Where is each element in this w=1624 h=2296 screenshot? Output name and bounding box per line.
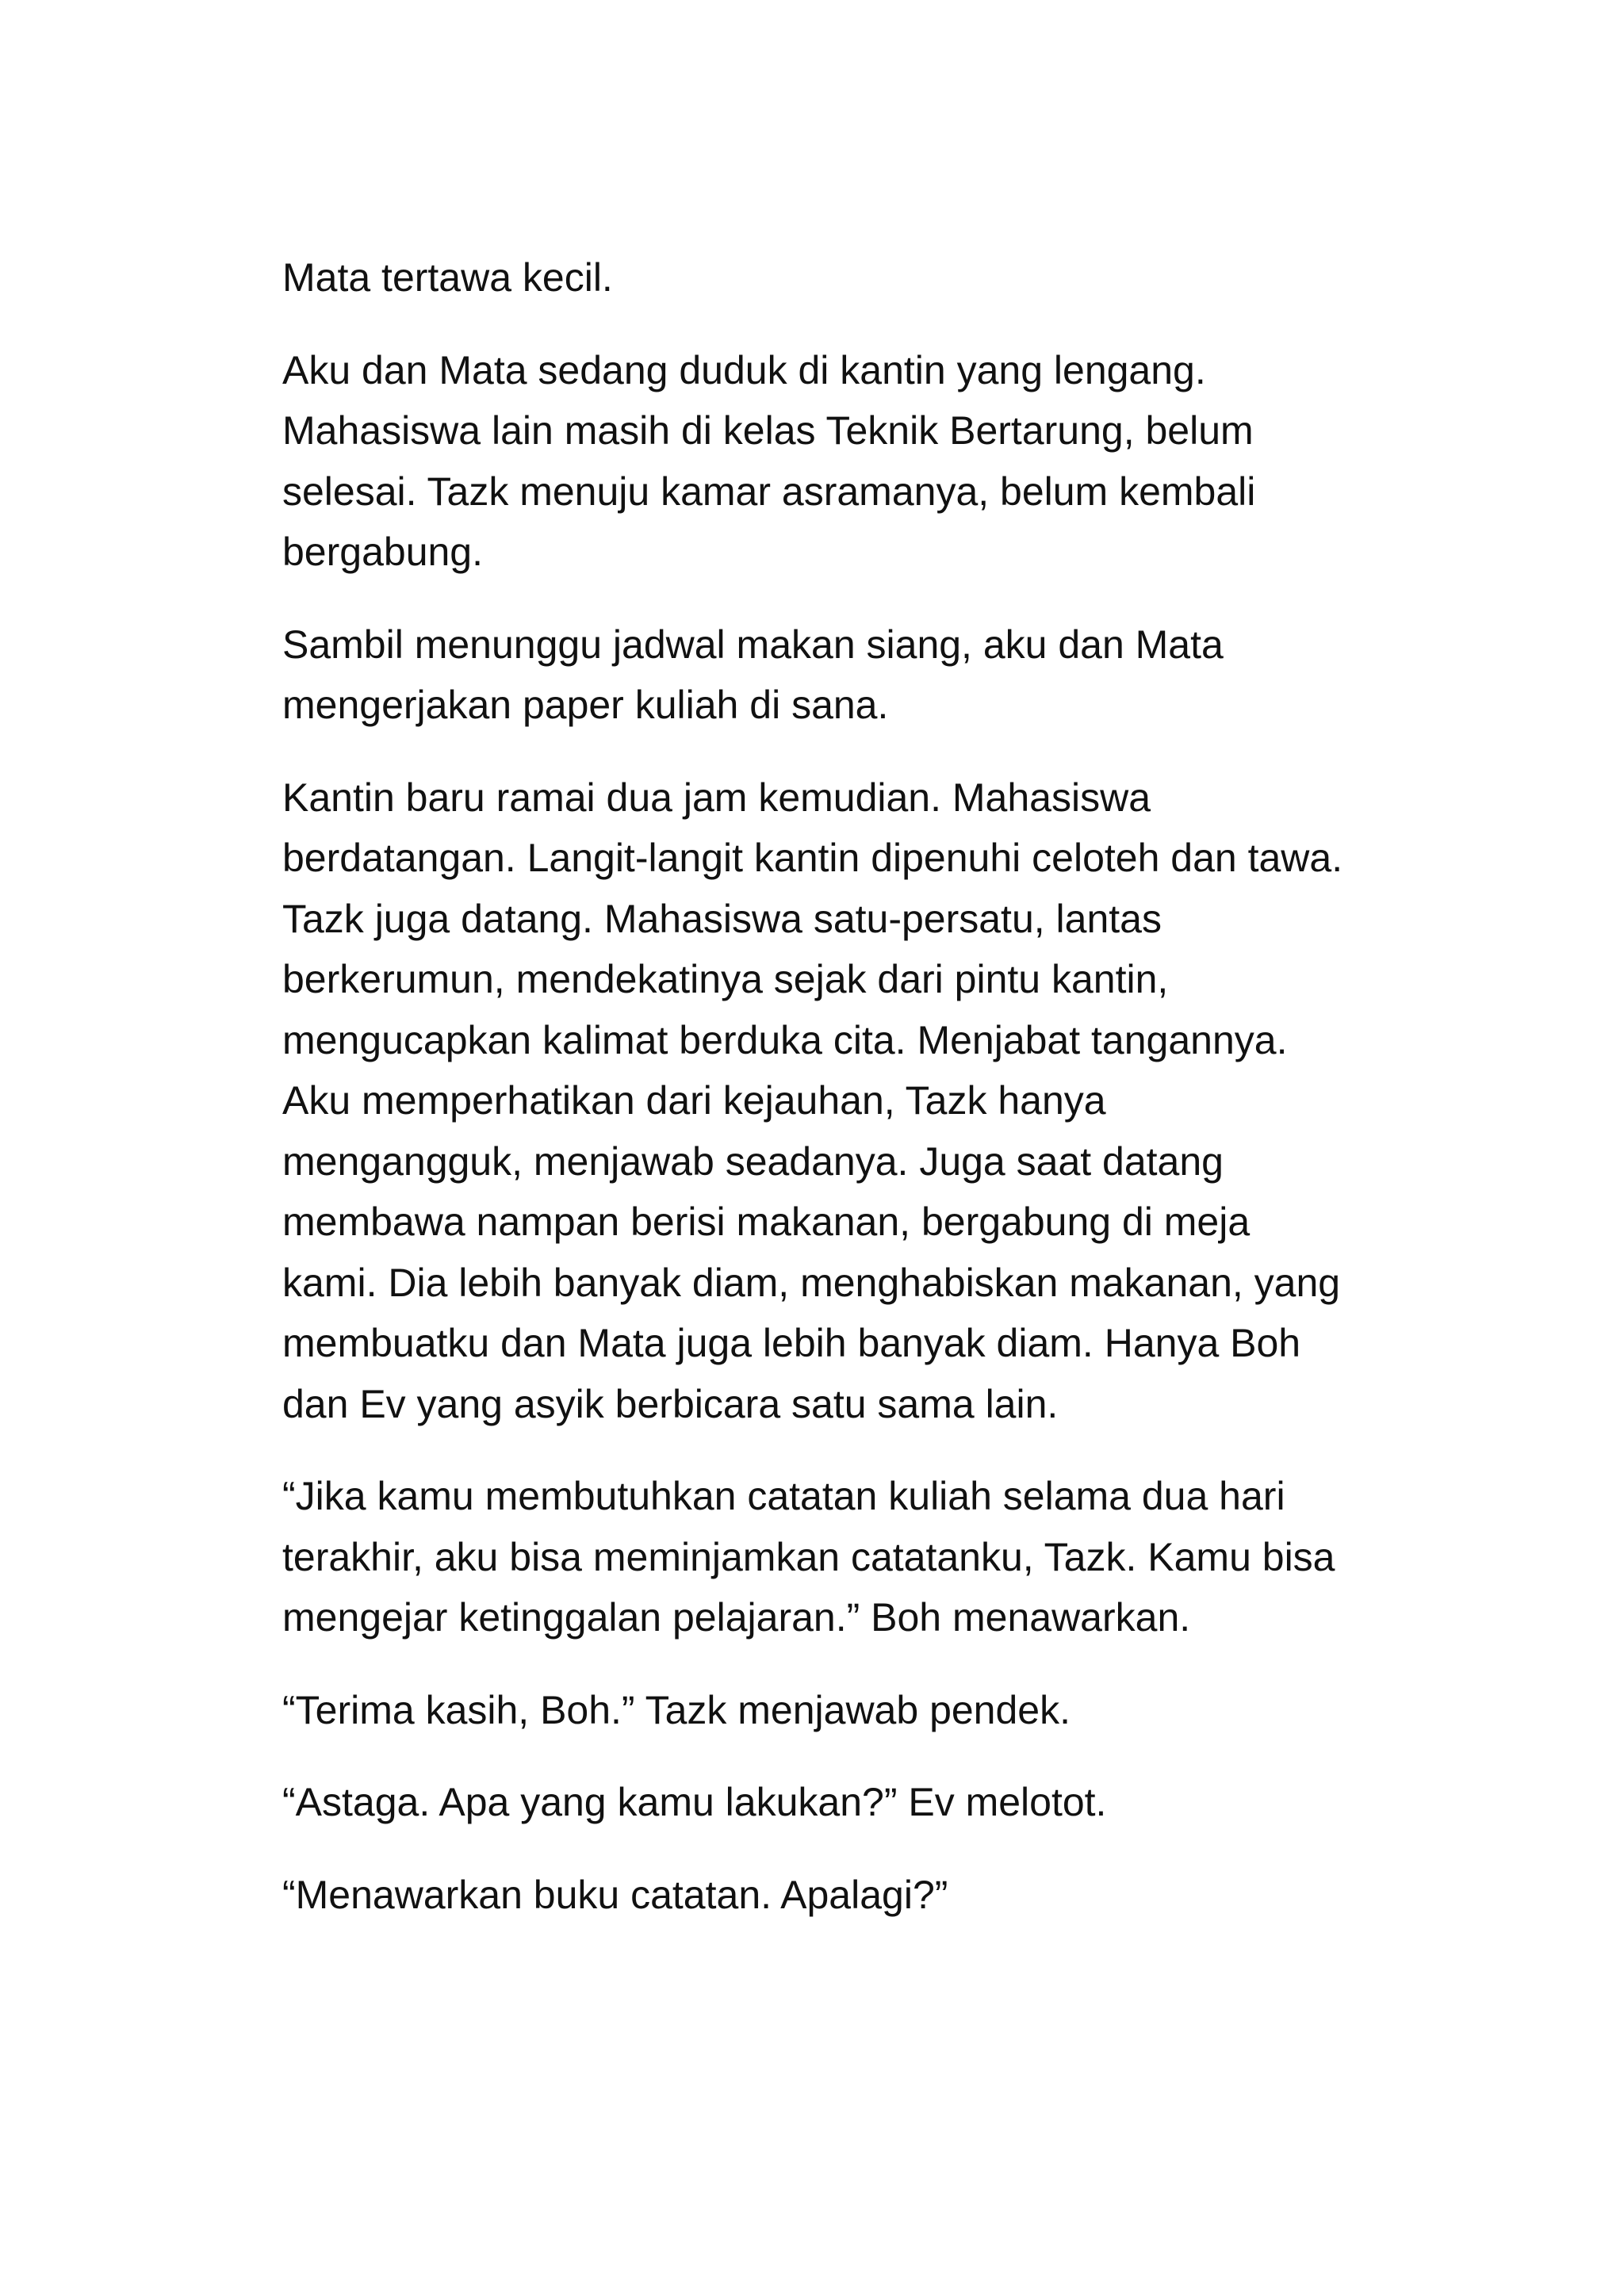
paragraph-7: “Astaga. Apa yang kamu lakukan?” Ev melotot. bbox=[282, 1780, 1107, 1824]
paragraph-2: Aku dan Mata sedang duduk di kantin yang lengang. Mahasiswa lain masih di kelas Teknik Bertarung, belum selesai. Tazk menuju kamar asramanya, belum kembali bergabung. bbox=[282, 347, 1256, 574]
paragraph-1: Mata tertawa kecil. bbox=[282, 255, 613, 300]
paragraph-6: “Terima kasih, Boh.” Tazk menjawab pendek. bbox=[282, 1687, 1071, 1732]
paragraph-8: “Menawarkan buku catatan. Apalagi?” bbox=[282, 1872, 948, 1917]
paragraph-4: Kantin baru ramai dua jam kemudian. Mahasiswa berdatangan. Langit-langit kantin dipenuhi celoteh dan tawa. Tazk juga datang. Mahasiswa satu-persatu, lantas berkerumun, mendekatinya sejak dari pintu kantin, mengucapkan kalimat berduka cita. Menjabat tangannya. Aku memperhatikan dari kejauhan, Tazk hanya mengangguk, menjawab seadanya. Juga saat datang membawa nampan berisi makanan, bergabung di meja kami. Dia lebih banyak diam, menghabiskan makanan, yang membuatku dan Mata juga lebih banyak diam. Hanya Boh dan Ev yang asyik berbicara satu sama lain. bbox=[282, 775, 1343, 1426]
paragraph-5: “Jika kamu membutuhkan catatan kuliah selama dua hari terakhir, aku bisa meminjamkan catatanku, Tazk. Kamu bisa mengejar ketinggalan pelajaran.” Boh menawarkan. bbox=[282, 1474, 1335, 1640]
paragraph-3: Sambil menunggu jadwal makan siang, aku dan Mata mengerjakan paper kuliah di sana. bbox=[282, 622, 1224, 727]
text-body bbox=[282, 247, 1345, 1925]
